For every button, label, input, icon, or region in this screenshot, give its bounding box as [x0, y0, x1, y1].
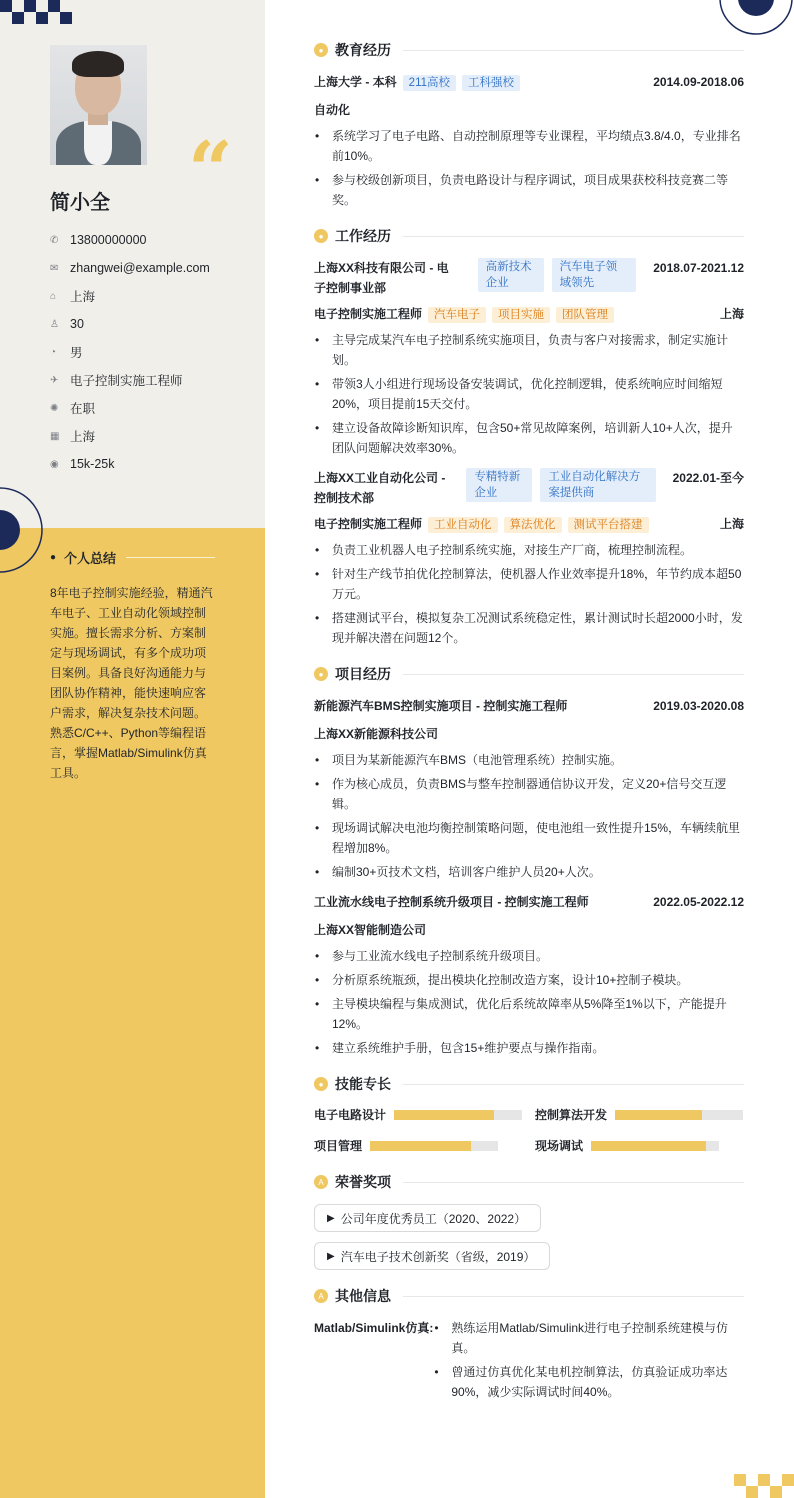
- job-role: 电子控制实施工程师: [314, 517, 423, 531]
- info-item-salary: ◉ 15k-25k: [50, 457, 115, 471]
- project-row: [314, 892, 744, 912]
- checker-decoration-bottom: [734, 1474, 794, 1498]
- job-date: 2018.07-2021.12: [653, 261, 744, 275]
- education-row: [314, 72, 744, 92]
- age-icon: ♙: [50, 318, 59, 330]
- job-icon: ✈: [50, 374, 59, 386]
- project-org: 上海XX新能源科技公司: [314, 727, 439, 741]
- honors-heading: A 荣誉奖项: [314, 1170, 744, 1194]
- project-date: 2019.03-2020.08: [653, 699, 744, 713]
- list-item: • 带领3人小组进行现场设备安装调试，优化控制逻辑，使系统响应时间缩短20%，项目提前15天交付。: [314, 374, 744, 414]
- avatar: [50, 45, 147, 165]
- skills-grid: [314, 1106, 744, 1154]
- checker-decoration: [0, 0, 76, 24]
- list-item: • 负责工业机器人电子控制系统实施，对接生产厂商，梳理控制流程。: [314, 540, 744, 560]
- candidate-name: 简小全: [50, 192, 110, 214]
- other-info: [314, 1318, 744, 1406]
- job-date: 2022.01-至今: [672, 471, 744, 485]
- school-name: 上海大学 - 本科: [314, 75, 397, 89]
- project-name: 工业流水线电子控制系统升级项目 - 控制实施工程师: [314, 895, 589, 909]
- status-icon: ✺: [50, 402, 59, 414]
- list-item: • 参与校级创新项目，负责电路设计与程序调试，项目成果获校科技竞赛二等奖。: [314, 170, 744, 210]
- list-item: • 主导模块编程与集成测试，优化后系统故障率从5%降至1%以下，产能提升12%。: [314, 994, 744, 1034]
- info-item-job: ✈ 电子控制实施工程师: [50, 374, 183, 388]
- list-item: • 现场调试解决电池均衡控制策略问题，使电池组一致性提升15%，车辆续航里程增加8%。: [314, 818, 744, 858]
- award-icon: A: [314, 1175, 328, 1189]
- skill-tag: 团队管理: [556, 307, 614, 323]
- main-content: [314, 38, 744, 1406]
- award-item: ▶ 汽车电子技术创新奖（省级，2019）: [314, 1242, 550, 1270]
- skills-icon: ●: [314, 1077, 328, 1091]
- list-item: • 建立设备故障诊断知识库，包含50+常见故障案例，培训新人10+人次，提升团队问题解决效率30%。: [314, 418, 744, 458]
- job-bullets: [314, 330, 744, 458]
- job-row: [314, 258, 744, 298]
- skill-item: 控制算法开发: [535, 1106, 744, 1123]
- other-label: Matlab/Simulink仿真:: [314, 1321, 434, 1335]
- company-name: 上海XX工业自动化公司 - 控制技术部: [314, 471, 446, 505]
- circle-decoration-left: [0, 486, 44, 574]
- info-item-status: ✺ 在职: [50, 402, 96, 416]
- skill-tag: 工业自动化: [428, 517, 498, 533]
- tag: 汽车电子领域领先: [552, 258, 636, 292]
- summary-text: 8年电子控制实施经验，精通汽车电子、工业自动化领域控制实施。擅长需求分析、方案制定与现场调试，有多个成功项目案例。具备良好沟通能力与团队协作精神，能快速响应客户需求，解决复杂技术问题。熟悉C/C++、Python等编程语言，掌握Matlab/Simulink仿真工具。: [50, 586, 213, 780]
- skill-item: 电子电路设计: [314, 1106, 535, 1123]
- info-item-gender: ◔ 男: [50, 346, 83, 360]
- award-item: ▶ 公司年度优秀员工（2020、2022）: [314, 1204, 541, 1232]
- other-bullets: [433, 1318, 744, 1406]
- project-name: 新能源汽车BMS控制实施项目 - 控制实施工程师: [314, 699, 568, 713]
- skill-bar: [370, 1141, 498, 1151]
- job-location: 上海: [719, 307, 744, 321]
- list-item: • 建立系统维护手册，包含15+维护要点与操作指南。: [314, 1038, 744, 1058]
- company-name: 上海XX科技有限公司 - 电子控制事业部: [314, 261, 449, 295]
- project-icon: ●: [314, 667, 328, 681]
- phone-icon: ✆: [50, 234, 59, 246]
- project-bullets: [314, 750, 744, 882]
- list-item: • 熟练运用Matlab/Simulink进行电子控制系统建模与仿真。: [433, 1318, 744, 1358]
- job-location: 上海: [719, 517, 744, 531]
- skill-item: 现场调试: [535, 1137, 744, 1154]
- skill-item: 项目管理: [314, 1137, 535, 1154]
- info-icon: A: [314, 1289, 328, 1303]
- list-item: • 主导完成某汽车电子控制系统实施项目，负责与客户对接需求，制定实施计划。: [314, 330, 744, 370]
- person-icon: ●: [50, 552, 57, 563]
- list-item: • 曾通过仿真优化某电机控制算法，仿真验证成功率达90%，减少实际调试时间40%。: [433, 1362, 744, 1402]
- sidebar: [0, 0, 265, 1498]
- triangle-right-icon: ▶: [327, 1250, 335, 1262]
- tag: 工业自动化解决方案提供商: [540, 468, 656, 502]
- projects-heading: ● 项目经历: [314, 662, 744, 686]
- triangle-right-icon: ▶: [327, 1212, 335, 1224]
- skills-heading: ● 技能专长: [314, 1072, 744, 1096]
- skill-tag: 项目实施: [492, 307, 550, 323]
- list-item: • 项目为某新能源汽车BMS（电池管理系统）控制实施。: [314, 750, 744, 770]
- job-role: 电子控制实施工程师: [314, 307, 423, 321]
- job-bullets: [314, 540, 744, 648]
- education-icon: ●: [314, 43, 328, 57]
- salary-icon: ◉: [50, 458, 59, 470]
- info-item-email: ✉ zhangwei@example.com: [50, 261, 210, 275]
- job-row: [314, 468, 744, 508]
- list-item: • 针对生产线节拍优化控制算法，使机器人作业效率提升18%，年节约成本超50万元。: [314, 564, 744, 604]
- list-item: • 分析原系统瓶颈，提出模块化控制改造方案，设计10+控制子模块。: [314, 970, 744, 990]
- tag: 工科强校: [462, 75, 520, 91]
- major: 自动化: [314, 103, 351, 117]
- skill-tag: 汽车电子: [428, 307, 486, 323]
- skill-bar: [615, 1110, 743, 1120]
- education-heading: ● 教育经历: [314, 38, 744, 62]
- tag: 专精特新企业: [466, 468, 532, 502]
- info-item-location: ▦ 上海: [50, 430, 96, 444]
- project-date: 2022.05-2022.12: [653, 895, 744, 909]
- contact-info-list: [50, 226, 210, 478]
- circle-decoration-top: [716, 0, 794, 38]
- list-item: • 作为核心成员，负责BMS与整车控制器通信协议开发，定义20+信号交互逻辑。: [314, 774, 744, 814]
- list-item: • 系统学习了电子电路、自动控制原理等专业课程，平均绩点3.8/4.0，专业排名前10%。: [314, 126, 744, 166]
- skill-tag: 测试平台搭建: [568, 517, 649, 533]
- other-heading: A 其他信息: [314, 1284, 744, 1308]
- list-item: • 参与工业流水线电子控制系统升级项目。: [314, 946, 744, 966]
- project-row: [314, 696, 744, 716]
- quote-mark-icon: “: [188, 125, 233, 216]
- building-icon: ▦: [50, 430, 60, 442]
- home-icon: ⌂: [50, 290, 57, 302]
- list-item: • 编制30+页技术文档，培训客户维护人员20+人次。: [314, 862, 744, 882]
- info-item-city: ⌂ 上海: [50, 290, 96, 304]
- gender-icon: ◔: [50, 346, 57, 358]
- info-item-phone: ✆ 13800000000: [50, 233, 147, 247]
- work-heading: ● 工作经历: [314, 224, 744, 248]
- skill-bar: [591, 1141, 719, 1151]
- skill-tag: 算法优化: [504, 517, 562, 533]
- honors-list: [314, 1204, 744, 1280]
- education-bullets: [314, 126, 744, 210]
- mail-icon: ✉: [50, 262, 59, 274]
- education-date: 2014.09-2018.06: [653, 75, 744, 89]
- skill-bar: [394, 1110, 522, 1120]
- project-org: 上海XX智能制造公司: [314, 923, 427, 937]
- list-item: • 搭建测试平台，模拟复杂工况测试系统稳定性，累计测试时长超2000小时，发现并解决潜在问题12个。: [314, 608, 744, 648]
- summary-heading: ● 个人总结: [50, 548, 215, 567]
- info-item-age: ♙ 30: [50, 317, 84, 331]
- tag: 高新技术企业: [478, 258, 544, 292]
- briefcase-icon: ●: [314, 229, 328, 243]
- tag: 211高校: [403, 75, 456, 91]
- project-bullets: [314, 946, 744, 1058]
